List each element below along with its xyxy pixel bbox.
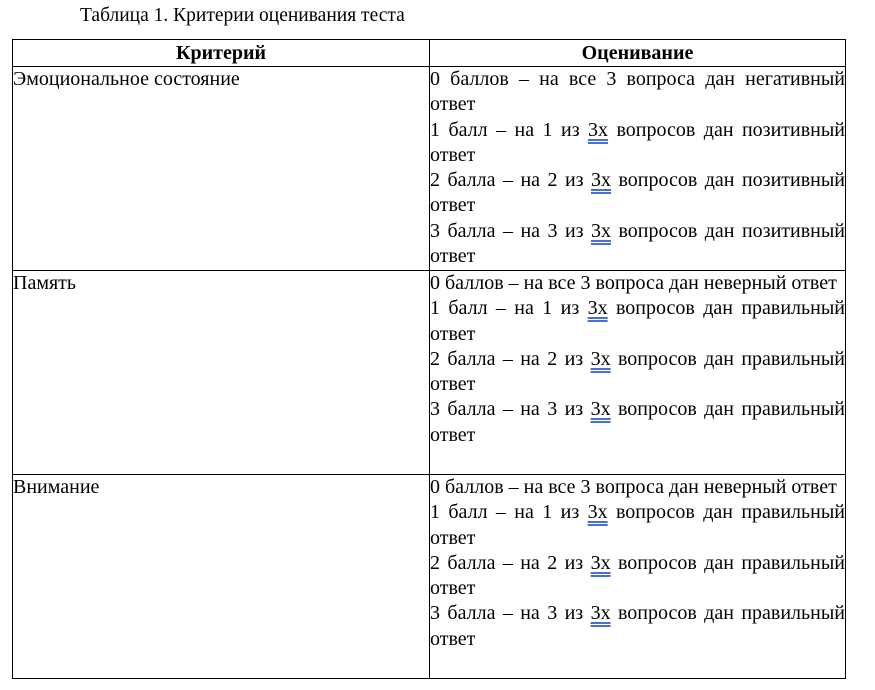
score-text: вопросов дан правильный ответ <box>430 398 845 446</box>
score-line <box>430 168 845 219</box>
spellcheck-mark: 3х <box>591 219 611 242</box>
criteria-table <box>12 39 846 679</box>
criterion-cell: Внимание <box>13 475 430 679</box>
spellcheck-mark: 3х <box>587 297 608 320</box>
score-text: вопросов дан правильный ответ <box>430 551 845 600</box>
score-text: вопросов дан правильный ответ <box>430 347 845 396</box>
table-header-row <box>13 40 846 67</box>
spellcheck-mark: 3х <box>588 118 609 141</box>
score-line <box>430 296 845 347</box>
score-text: 1 балл – на 1 из <box>430 501 588 524</box>
score-text: вопросов дан позитивный ответ <box>430 169 845 217</box>
criterion-cell: Эмоциональное состояние <box>13 67 430 271</box>
table-row <box>13 475 846 679</box>
table-row <box>13 271 846 475</box>
spellcheck-mark: 3х <box>590 551 611 574</box>
score-text: 1 балл – на 1 из <box>430 297 588 320</box>
evaluation-cell <box>430 475 846 679</box>
score-line <box>430 347 845 398</box>
spellcheck-mark: 3х <box>591 169 611 192</box>
score-text: 0 баллов – на все 3 вопроса дан негативный ответ <box>430 68 845 116</box>
score-text: 2 балла – на 2 из <box>430 551 591 574</box>
table-row <box>13 67 846 271</box>
spellcheck-mark: 3х <box>590 398 611 421</box>
score-text: 3 балла – на 3 из <box>430 602 591 625</box>
evaluation-cell <box>430 271 846 475</box>
score-text: 0 баллов – на все 3 вопроса дан неверный ответ <box>430 476 837 498</box>
header-criterion: Критерий <box>13 40 430 67</box>
score-line <box>430 500 845 551</box>
score-text: 3 балла – на 3 из <box>430 219 591 242</box>
score-text: вопросов дан позитивный ответ <box>430 219 845 268</box>
score-line <box>430 397 845 448</box>
score-text: 0 баллов – на все 3 вопроса дан неверный ответ <box>430 272 837 294</box>
score-text: вопросов дан правильный ответ <box>430 602 845 650</box>
evaluation-cell <box>430 67 846 271</box>
spellcheck-mark: 3х <box>587 501 608 524</box>
score-line <box>430 601 845 652</box>
score-text: 2 балла – на 2 из <box>430 169 591 192</box>
score-text: 2 балла – на 2 из <box>430 347 591 370</box>
table-caption: Таблица 1. Критерии оценивания теста <box>80 5 405 26</box>
criterion-cell: Память <box>13 271 430 475</box>
score-line <box>430 219 845 270</box>
score-text: вопросов дан позитивный ответ <box>430 118 846 166</box>
score-text: 3 балла – на 3 из <box>430 398 591 421</box>
spellcheck-mark: 3х <box>590 602 611 625</box>
score-text: 1 балл – на 1 из <box>430 118 589 141</box>
score-line <box>430 551 845 602</box>
score-line <box>430 118 845 169</box>
header-evaluation: Оценивание <box>430 40 846 67</box>
score-text: вопросов дан правильный ответ <box>430 501 846 549</box>
score-line <box>430 67 845 118</box>
spellcheck-mark: 3х <box>590 347 611 370</box>
score-text: вопросов дан правильный ответ <box>430 297 846 345</box>
score-line <box>430 271 845 296</box>
score-line <box>430 475 845 500</box>
